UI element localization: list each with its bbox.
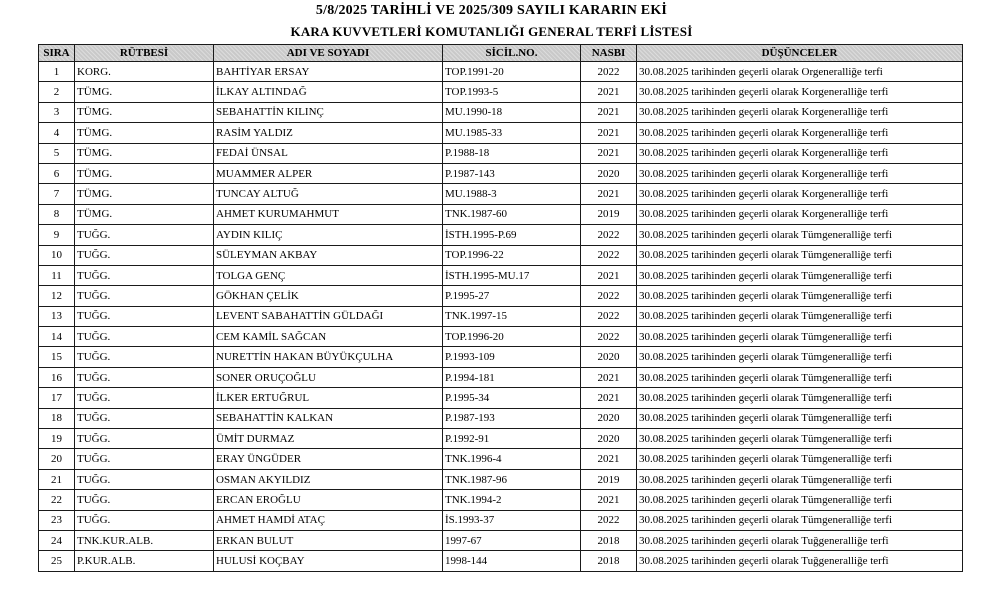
cell-dusunce: 30.08.2025 tarihinden geçerli olarak Tümgeneralliğe terfi: [637, 490, 963, 510]
table-row: [39, 184, 963, 204]
cell-ad-soyad: AHMET HAMDİ ATAÇ: [214, 510, 443, 530]
cell-ad-soyad: SEBAHATTİN KILINÇ: [214, 102, 443, 122]
cell-sira: 24: [39, 530, 75, 550]
cell-dusunce: 30.08.2025 tarihinden geçerli olarak Korgeneralliğe terfi: [637, 143, 963, 163]
cell-sira: 2: [39, 82, 75, 102]
table-row: [39, 286, 963, 306]
cell-rutbe: P.KUR.ALB.: [75, 551, 214, 571]
cell-rutbe: TÜMG.: [75, 163, 214, 183]
cell-rutbe: TUĞG.: [75, 286, 214, 306]
table-row: [39, 429, 963, 449]
cell-nasbi: 2022: [581, 225, 637, 245]
cell-ad-soyad: AHMET KURUMAHMUT: [214, 204, 443, 224]
cell-ad-soyad: GÖKHAN ÇELİK: [214, 286, 443, 306]
cell-rutbe: TUĞG.: [75, 367, 214, 387]
table-row: [39, 163, 963, 183]
cell-nasbi: 2022: [581, 327, 637, 347]
cell-nasbi: 2020: [581, 408, 637, 428]
cell-sicil-no: TNK.1987-60: [443, 204, 581, 224]
table-row: [39, 490, 963, 510]
cell-sicil-no: TNK.1987-96: [443, 469, 581, 489]
header-sicil-no: SİCİL.NO.: [443, 45, 581, 62]
cell-dusunce: 30.08.2025 tarihinden geçerli olarak Tümgeneralliğe terfi: [637, 429, 963, 449]
cell-sira: 25: [39, 551, 75, 571]
cell-nasbi: 2018: [581, 530, 637, 550]
table-row: [39, 225, 963, 245]
cell-sira: 14: [39, 327, 75, 347]
table-row: [39, 408, 963, 428]
table-row: [39, 306, 963, 326]
cell-sira: 1: [39, 62, 75, 82]
cell-dusunce: 30.08.2025 tarihinden geçerli olarak Korgeneralliğe terfi: [637, 184, 963, 204]
table-row: [39, 449, 963, 469]
cell-nasbi: 2019: [581, 469, 637, 489]
cell-sira: 8: [39, 204, 75, 224]
cell-rutbe: TÜMG.: [75, 123, 214, 143]
cell-dusunce: 30.08.2025 tarihinden geçerli olarak Tümgeneralliğe terfi: [637, 347, 963, 367]
cell-nasbi: 2021: [581, 102, 637, 122]
document-title: 5/8/2025 TARİHLİ VE 2025/309 SAYILI KARARIN EKİ: [315, 3, 668, 18]
cell-nasbi: 2022: [581, 286, 637, 306]
cell-sicil-no: MU.1990-18: [443, 102, 581, 122]
cell-dusunce: 30.08.2025 tarihinden geçerli olarak Tuğgeneralliğe terfi: [637, 551, 963, 571]
cell-ad-soyad: BAHTİYAR ERSAY: [214, 62, 443, 82]
cell-sicil-no: MU.1985-33: [443, 123, 581, 143]
cell-sira: 11: [39, 265, 75, 285]
cell-dusunce: 30.08.2025 tarihinden geçerli olarak Tümgeneralliğe terfi: [637, 225, 963, 245]
cell-dusunce: 30.08.2025 tarihinden geçerli olarak Tümgeneralliğe terfi: [637, 265, 963, 285]
cell-nasbi: 2020: [581, 429, 637, 449]
cell-dusunce: 30.08.2025 tarihinden geçerli olarak Orgeneralliğe terfi: [637, 62, 963, 82]
cell-ad-soyad: ÜMİT DURMAZ: [214, 429, 443, 449]
cell-dusunce: 30.08.2025 tarihinden geçerli olarak Korgeneralliğe terfi: [637, 82, 963, 102]
table-row: [39, 204, 963, 224]
cell-nasbi: 2018: [581, 551, 637, 571]
cell-sicil-no: P.1987-193: [443, 408, 581, 428]
cell-rutbe: TUĞG.: [75, 225, 214, 245]
cell-rutbe: KORG.: [75, 62, 214, 82]
cell-ad-soyad: SEBAHATTİN KALKAN: [214, 408, 443, 428]
cell-sira: 6: [39, 163, 75, 183]
cell-ad-soyad: SÜLEYMAN AKBAY: [214, 245, 443, 265]
document-subtitle: KARA KUVVETLERİ KOMUTANLIĞI GENERAL TERFİ LİSTESİ: [290, 24, 693, 39]
cell-ad-soyad: RASİM YALDIZ: [214, 123, 443, 143]
cell-rutbe: TUĞG.: [75, 510, 214, 530]
cell-dusunce: 30.08.2025 tarihinden geçerli olarak Tümgeneralliğe terfi: [637, 367, 963, 387]
cell-nasbi: 2021: [581, 123, 637, 143]
cell-dusunce: 30.08.2025 tarihinden geçerli olarak Tümgeneralliğe terfi: [637, 469, 963, 489]
table-row: [39, 102, 963, 122]
cell-rutbe: TÜMG.: [75, 184, 214, 204]
cell-nasbi: 2022: [581, 306, 637, 326]
cell-rutbe: TUĞG.: [75, 265, 214, 285]
cell-sicil-no: TNK.1994-2: [443, 490, 581, 510]
cell-ad-soyad: OSMAN AKYILDIZ: [214, 469, 443, 489]
cell-sicil-no: 1998-144: [443, 551, 581, 571]
cell-sicil-no: P.1995-34: [443, 388, 581, 408]
cell-nasbi: 2021: [581, 490, 637, 510]
cell-dusunce: 30.08.2025 tarihinden geçerli olarak Tümgeneralliğe terfi: [637, 286, 963, 306]
header-sira: SIRA: [39, 45, 75, 62]
cell-sicil-no: TOP.1996-22: [443, 245, 581, 265]
cell-sira: 9: [39, 225, 75, 245]
cell-ad-soyad: TUNCAY ALTUĞ: [214, 184, 443, 204]
cell-sicil-no: İS.1993-37: [443, 510, 581, 530]
cell-nasbi: 2021: [581, 265, 637, 285]
cell-rutbe: TUĞG.: [75, 490, 214, 510]
cell-rutbe: TÜMG.: [75, 102, 214, 122]
cell-rutbe: TUĞG.: [75, 327, 214, 347]
table-row: [39, 347, 963, 367]
cell-sicil-no: MU.1988-3: [443, 184, 581, 204]
cell-sira: 22: [39, 490, 75, 510]
cell-nasbi: 2020: [581, 163, 637, 183]
cell-sira: 7: [39, 184, 75, 204]
cell-nasbi: 2021: [581, 449, 637, 469]
cell-sira: 13: [39, 306, 75, 326]
cell-ad-soyad: İLKAY ALTINDAĞ: [214, 82, 443, 102]
cell-rutbe: TUĞG.: [75, 306, 214, 326]
cell-sicil-no: TOP.1996-20: [443, 327, 581, 347]
cell-ad-soyad: HULUSİ KOÇBAY: [214, 551, 443, 571]
cell-nasbi: 2020: [581, 347, 637, 367]
cell-ad-soyad: CEM KAMİL SAĞCAN: [214, 327, 443, 347]
cell-sicil-no: İSTH.1995-MU.17: [443, 265, 581, 285]
cell-sira: 15: [39, 347, 75, 367]
table-row: [39, 510, 963, 530]
table-row: [39, 551, 963, 571]
cell-rutbe: TUĞG.: [75, 408, 214, 428]
cell-dusunce: 30.08.2025 tarihinden geçerli olarak Tümgeneralliğe terfi: [637, 408, 963, 428]
table-row: [39, 265, 963, 285]
cell-nasbi: 2019: [581, 204, 637, 224]
cell-rutbe: TNK.KUR.ALB.: [75, 530, 214, 550]
cell-nasbi: 2022: [581, 62, 637, 82]
cell-sicil-no: TOP.1993-5: [443, 82, 581, 102]
table-row: [39, 143, 963, 163]
cell-ad-soyad: FEDAİ ÜNSAL: [214, 143, 443, 163]
cell-dusunce: 30.08.2025 tarihinden geçerli olarak Tümgeneralliğe terfi: [637, 306, 963, 326]
promotion-table: [38, 44, 963, 572]
header-dusunceler: DÜŞÜNCELER: [637, 45, 963, 62]
cell-sicil-no: TOP.1991-20: [443, 62, 581, 82]
cell-dusunce: 30.08.2025 tarihinden geçerli olarak Tümgeneralliğe terfi: [637, 510, 963, 530]
cell-dusunce: 30.08.2025 tarihinden geçerli olarak Tümgeneralliğe terfi: [637, 449, 963, 469]
cell-dusunce: 30.08.2025 tarihinden geçerli olarak Tümgeneralliğe terfi: [637, 388, 963, 408]
cell-sira: 23: [39, 510, 75, 530]
cell-nasbi: 2021: [581, 184, 637, 204]
cell-sira: 17: [39, 388, 75, 408]
cell-sira: 19: [39, 429, 75, 449]
cell-sicil-no: 1997-67: [443, 530, 581, 550]
cell-nasbi: 2022: [581, 510, 637, 530]
table-row: [39, 530, 963, 550]
cell-rutbe: TÜMG.: [75, 204, 214, 224]
cell-dusunce: 30.08.2025 tarihinden geçerli olarak Tümgeneralliğe terfi: [637, 327, 963, 347]
cell-sira: 20: [39, 449, 75, 469]
cell-rutbe: TUĞG.: [75, 347, 214, 367]
cell-sicil-no: P.1994-181: [443, 367, 581, 387]
cell-rutbe: TUĞG.: [75, 245, 214, 265]
table-row: [39, 367, 963, 387]
cell-ad-soyad: LEVENT SABAHATTİN GÜLDAĞI: [214, 306, 443, 326]
cell-sira: 4: [39, 123, 75, 143]
cell-sira: 3: [39, 102, 75, 122]
cell-sicil-no: TNK.1997-15: [443, 306, 581, 326]
cell-rutbe: TÜMG.: [75, 143, 214, 163]
cell-rutbe: TUĞG.: [75, 388, 214, 408]
cell-ad-soyad: AYDIN KILIÇ: [214, 225, 443, 245]
cell-nasbi: 2021: [581, 82, 637, 102]
cell-sicil-no: P.1993-109: [443, 347, 581, 367]
cell-rutbe: TUĞG.: [75, 469, 214, 489]
table-row: [39, 62, 963, 82]
cell-rutbe: TUĞG.: [75, 429, 214, 449]
cell-nasbi: 2021: [581, 143, 637, 163]
cell-nasbi: 2022: [581, 245, 637, 265]
cell-sicil-no: TNK.1996-4: [443, 449, 581, 469]
cell-sicil-no: P.1992-91: [443, 429, 581, 449]
header-nasbi: NASBI: [581, 45, 637, 62]
table-row: [39, 469, 963, 489]
table-row: [39, 327, 963, 347]
table-row: [39, 388, 963, 408]
table-body: [39, 62, 963, 572]
cell-ad-soyad: TOLGA GENÇ: [214, 265, 443, 285]
cell-sicil-no: İSTH.1995-P.69: [443, 225, 581, 245]
cell-sira: 16: [39, 367, 75, 387]
header-ad-soyad: ADI VE SOYADI: [214, 45, 443, 62]
cell-rutbe: TÜMG.: [75, 82, 214, 102]
cell-dusunce: 30.08.2025 tarihinden geçerli olarak Tümgeneralliğe terfi: [637, 245, 963, 265]
cell-ad-soyad: MUAMMER ALPER: [214, 163, 443, 183]
cell-ad-soyad: İLKER ERTUĞRUL: [214, 388, 443, 408]
table-row: [39, 123, 963, 143]
cell-sicil-no: P.1988-18: [443, 143, 581, 163]
table-header-row: [39, 45, 963, 62]
cell-dusunce: 30.08.2025 tarihinden geçerli olarak Korgeneralliğe terfi: [637, 163, 963, 183]
cell-sira: 18: [39, 408, 75, 428]
cell-ad-soyad: SONER ORUÇOĞLU: [214, 367, 443, 387]
cell-ad-soyad: NURETTİN HAKAN BÜYÜKÇULHA: [214, 347, 443, 367]
cell-rutbe: TUĞG.: [75, 449, 214, 469]
cell-sira: 10: [39, 245, 75, 265]
cell-dusunce: 30.08.2025 tarihinden geçerli olarak Korgeneralliğe terfi: [637, 204, 963, 224]
cell-ad-soyad: ERCAN EROĞLU: [214, 490, 443, 510]
cell-nasbi: 2021: [581, 388, 637, 408]
cell-nasbi: 2021: [581, 367, 637, 387]
cell-ad-soyad: ERAY ÜNGÜDER: [214, 449, 443, 469]
table-row: [39, 245, 963, 265]
cell-dusunce: 30.08.2025 tarihinden geçerli olarak Korgeneralliğe terfi: [637, 102, 963, 122]
cell-dusunce: 30.08.2025 tarihinden geçerli olarak Korgeneralliğe terfi: [637, 123, 963, 143]
table-row: [39, 82, 963, 102]
cell-sicil-no: P.1987-143: [443, 163, 581, 183]
header-rutbe: RÜTBESİ: [75, 45, 214, 62]
cell-dusunce: 30.08.2025 tarihinden geçerli olarak Tuğgeneralliğe terfi: [637, 530, 963, 550]
cell-sira: 21: [39, 469, 75, 489]
cell-sira: 5: [39, 143, 75, 163]
cell-sira: 12: [39, 286, 75, 306]
cell-ad-soyad: ERKAN BULUT: [214, 530, 443, 550]
cell-sicil-no: P.1995-27: [443, 286, 581, 306]
